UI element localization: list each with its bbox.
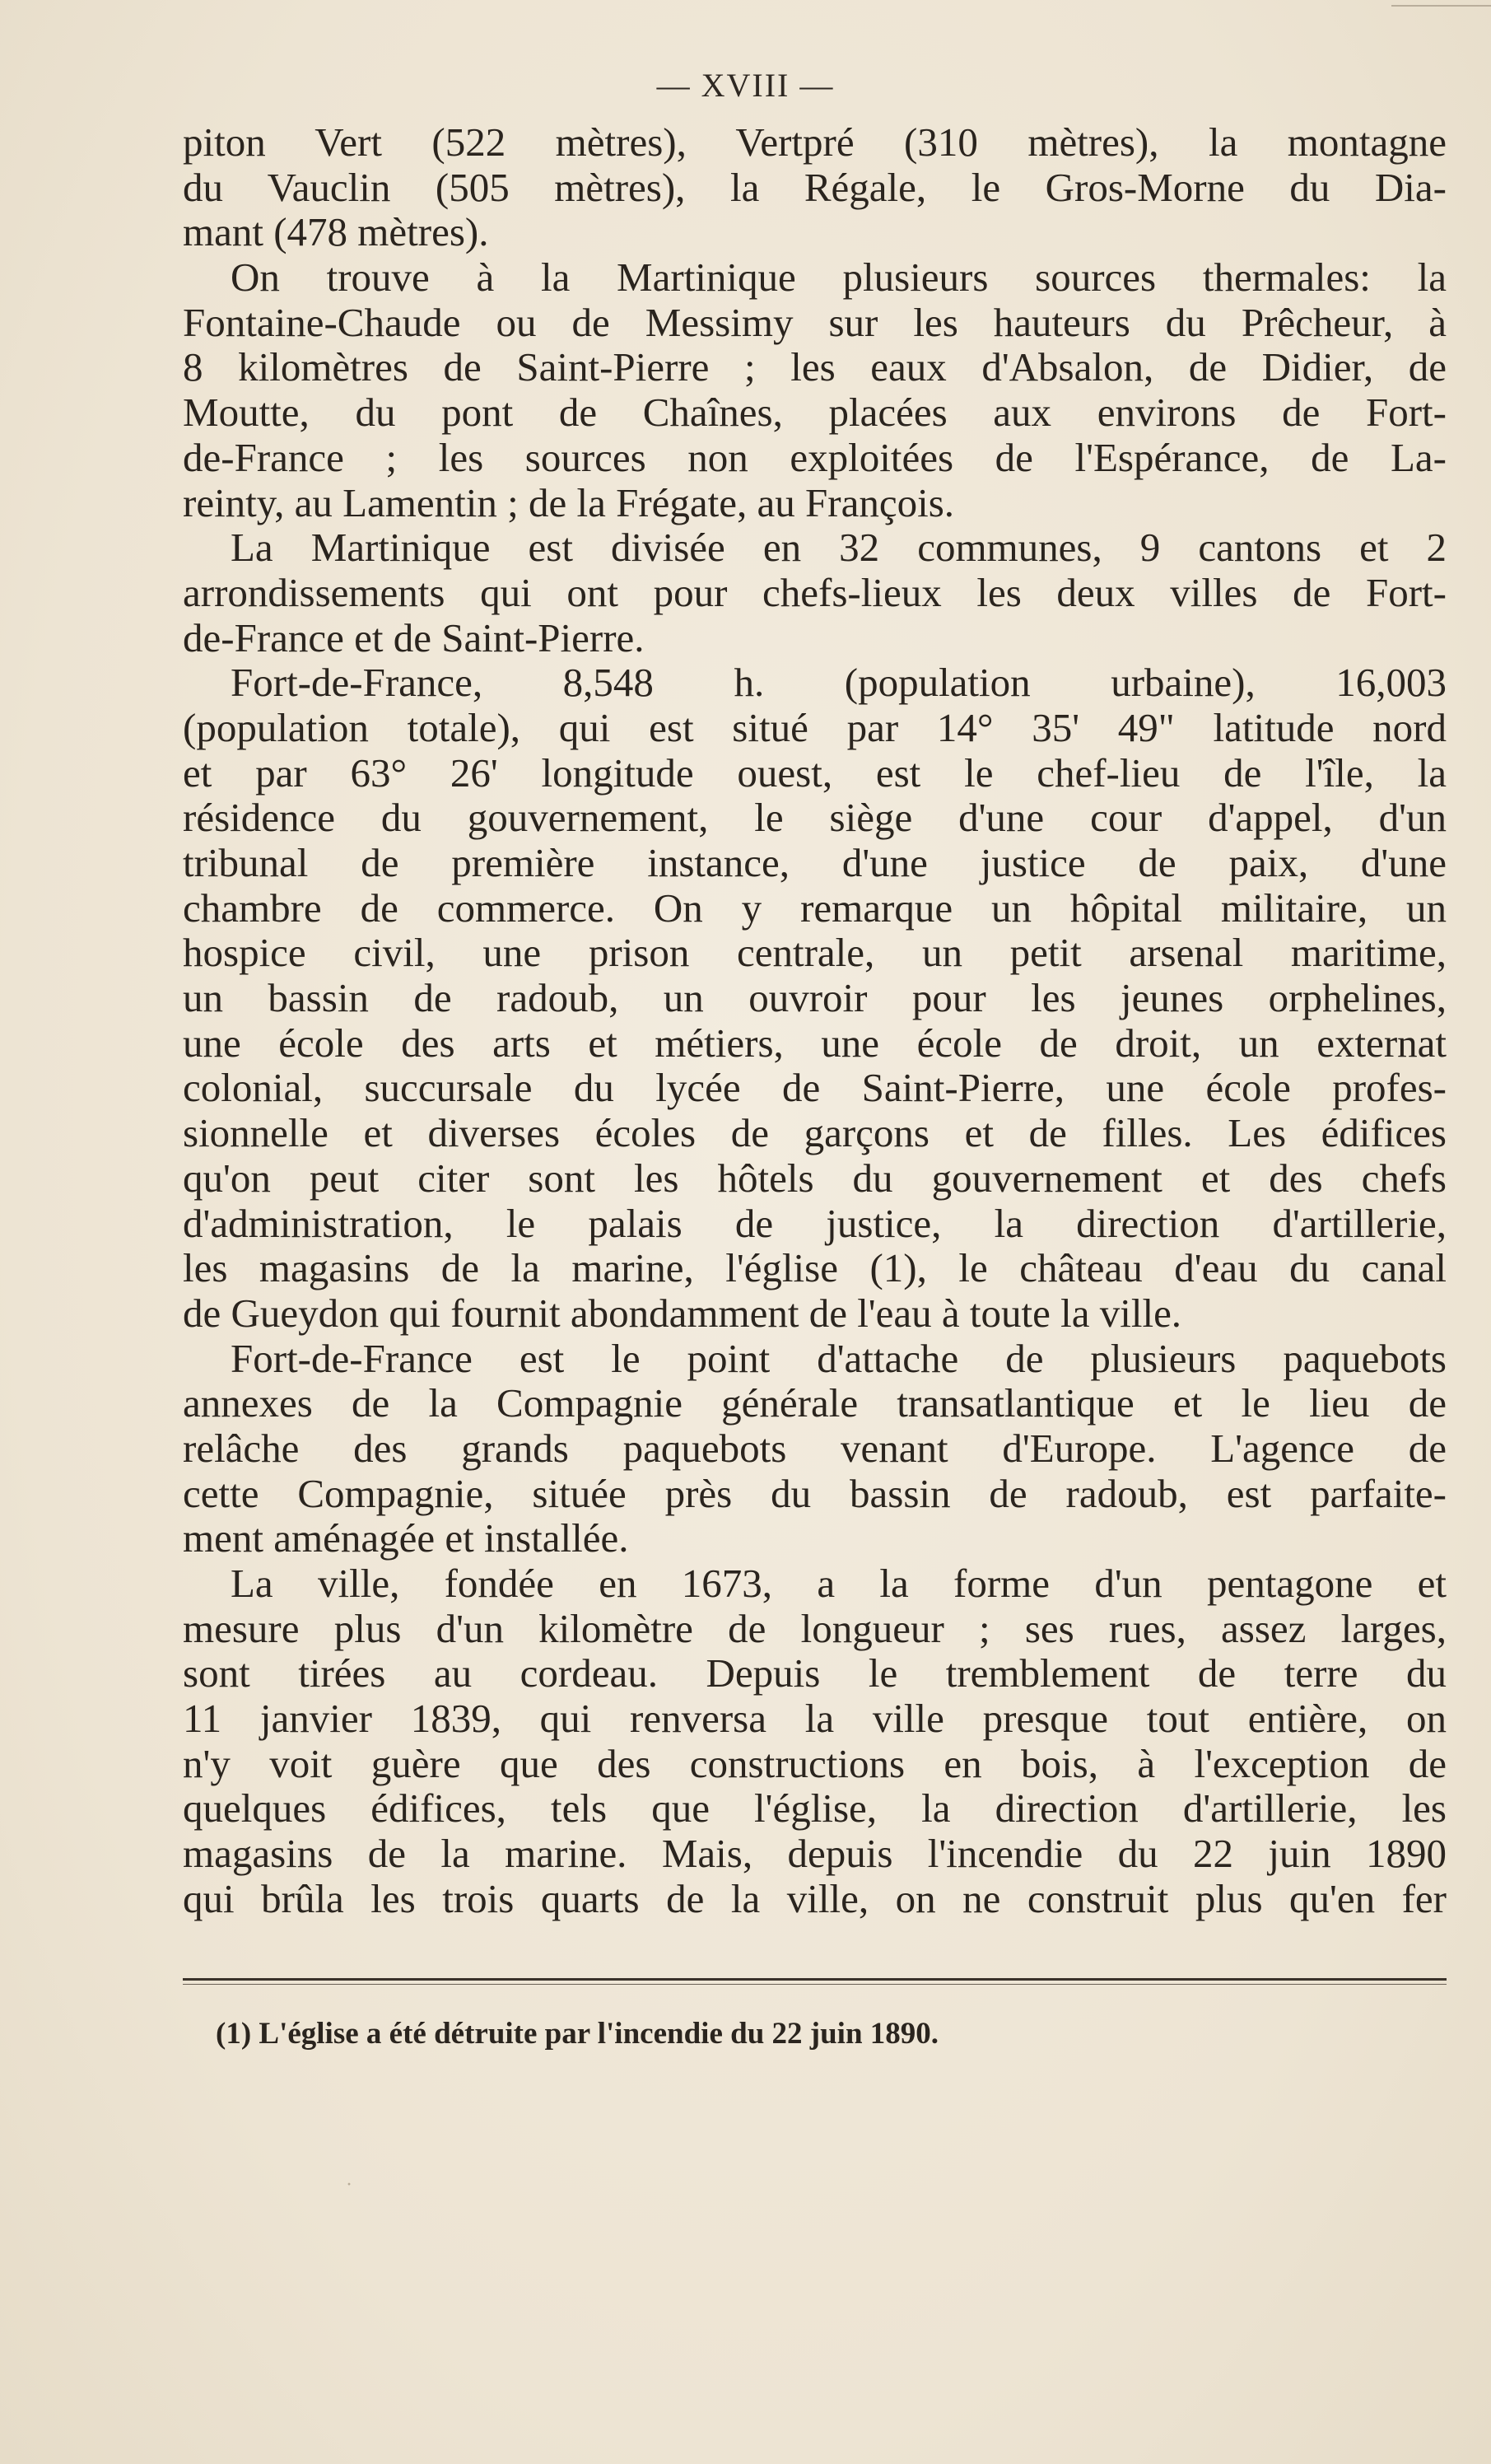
text-line: magasins de la marine. Mais, depuis l'incendie du 22 juin 1890 [183,1832,1447,1877]
text-line: de-France ; les sources non exploitées de l'Espérance, de La- [183,435,1447,480]
text-line: chambre de commerce. On y remarque un hôpital militaire, un [183,885,1447,931]
text-line: sionnelle et diverses écoles de garçons et de filles. Les édifices [183,1111,1447,1156]
text-line: Fontaine-Chaude ou de Messimy sur les hauteurs du Prêcheur, à [183,300,1447,345]
text-line: 8 kilomètres de Saint-Pierre ; les eaux d'Absalon, de Didier, de [183,345,1447,390]
text-line: résidence du gouvernement, le siège d'une cour d'appel, d'un [183,796,1447,841]
text-line: tribunal de première instance, d'une justice de paix, d'une [183,841,1447,885]
text-line: Moutte, du pont de Chaînes, placées aux environs de Fort- [183,390,1447,436]
text-line: Fort-de-France, 8,548 h. (population urbaine), 16,003 [231,660,1447,706]
text-line: sont tirées au cordeau. Depuis le tremblement de terre du [183,1651,1447,1696]
text-line: de-France et de Saint-Pierre. [183,615,645,660]
text-line: ment aménagée et installée. [183,1516,629,1561]
body-text [183,120,1447,1922]
text-line: cette Compagnie, située près du bassin de radoub, est parfaite- [183,1471,1447,1516]
text-line: du Vauclin (505 mètres), la Régale, le Gros-Morne du Dia- [183,165,1447,210]
text-line: On trouve à la Martinique plusieurs sources thermales: la [231,255,1447,301]
text-line: qui brûla les trois quarts de la ville, on ne construit plus qu'en fer [183,1876,1447,1921]
text-line: Fort-de-France est le point d'attache de plusieurs paquebots [231,1336,1447,1381]
text-line: quelques édifices, tels que l'église, la direction d'artillerie, les [183,1786,1447,1832]
text-line: mant (478 mètres). [183,210,489,255]
top-edge-rule [1391,5,1491,7]
footnote-separator [183,1978,1447,1985]
text-line: d'administration, le palais de justice, la direction d'artillerie, [183,1201,1447,1246]
text-line: un bassin de radoub, un ouvroir pour les jeunes orphelines, [183,976,1447,1021]
text-line: La ville, fondée en 1673, a la forme d'un pentagone et [231,1561,1447,1606]
text-line: les magasins de la marine, l'église (1), le château d'eau du canal [183,1246,1447,1291]
paper-speck: · [346,2174,352,2196]
text-line: colonial, succursale du lycée de Saint-Pierre, une école profes- [183,1066,1447,1111]
text-line: n'y voit guère que des constructions en bois, à l'exception de [183,1741,1447,1786]
text-line: reinty, au Lamentin ; de la Frégate, au François. [183,480,955,525]
text-line: de Gueydon qui fournit abondamment de l'eau à toute la ville. [183,1290,1182,1336]
text-line: 11 janvier 1839, qui renversa la ville presque tout entière, on [183,1696,1447,1742]
text-line: relâche des grands paquebots venant d'Europe. L'agence de [183,1426,1447,1471]
text-line: hospice civil, une prison centrale, un petit arsenal maritime, [183,931,1447,976]
text-line: arrondissements qui ont pour chefs-lieux les deux villes de Fort- [183,570,1447,615]
text-line: qu'on peut citer sont les hôtels du gouvernement et des chefs [183,1155,1447,1201]
text-line: mesure plus d'un kilomètre de longueur ; ses rues, assez larges, [183,1606,1447,1651]
text-line: et par 63° 26' longitude ouest, est le chef-lieu de l'île, la [183,750,1447,796]
text-line: La Martinique est divisée en 32 communes, 9 cantons et 2 [231,525,1447,571]
footnote: (1) L'église a été détruite par l'incendie du 22 juin 1890. [216,2017,939,2051]
text-line: annexes de la Compagnie générale transatlantique et le lieu de [183,1381,1447,1426]
text-line: (population totale), qui est situé par 14° 35' 49" latitude nord [183,705,1447,750]
text-line: piton Vert (522 mètres), Vertpré (310 mètres), la montagne [183,120,1447,165]
page-number: — XVIII — [656,67,835,104]
text-line: une école des arts et métiers, une école de droit, un externat [183,1020,1447,1066]
